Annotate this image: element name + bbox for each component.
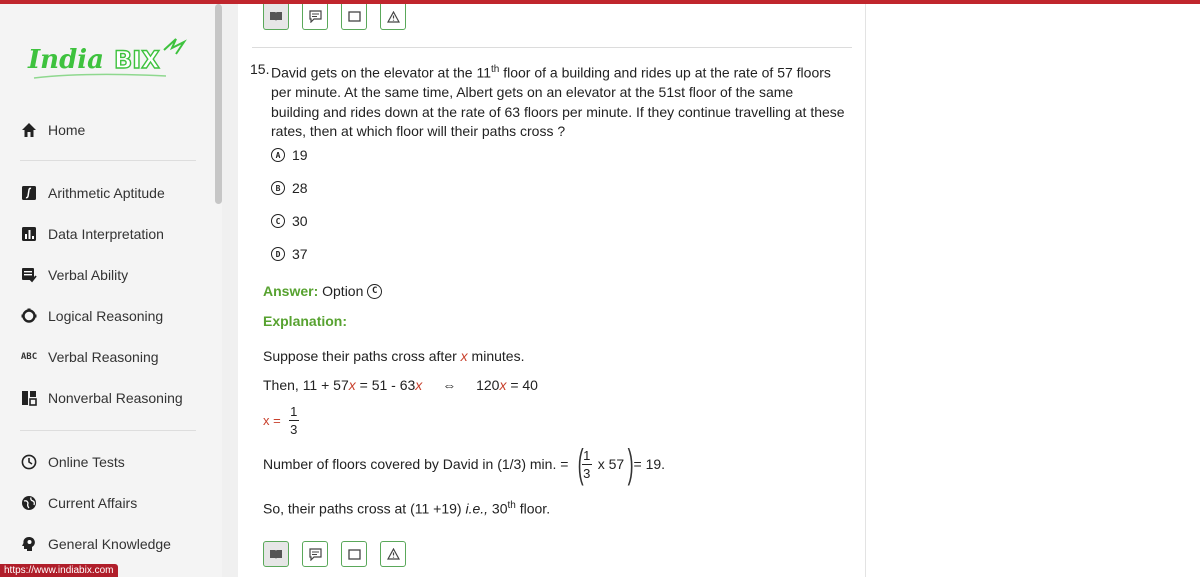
option-letter-badge: C <box>271 214 285 228</box>
clock-icon <box>20 453 38 471</box>
comment-icon <box>309 548 322 561</box>
right-column <box>865 4 1200 577</box>
content-gutter <box>222 4 238 577</box>
svg-text:BIX: BIX <box>114 46 160 74</box>
option-letter-badge: B <box>271 181 285 195</box>
discuss-button[interactable] <box>302 541 328 567</box>
workspace-button[interactable] <box>341 4 367 30</box>
explanation-line-2: Then, 11 + 57x = 51 - 63x ⇔ 120x = 40 <box>263 377 538 393</box>
sidebar-item-data-interpretation[interactable]: Data Interpretation <box>20 222 164 246</box>
question-number: 15. <box>250 61 270 77</box>
square-icon <box>348 11 361 22</box>
question-divider <box>252 47 852 48</box>
home-icon <box>20 121 38 139</box>
report-button[interactable] <box>380 541 406 567</box>
discuss-button[interactable] <box>302 4 328 30</box>
question-toolbar-top <box>263 4 406 30</box>
sidebar-item-verbal-ability[interactable]: Verbal Ability <box>20 263 128 287</box>
globe-icon <box>20 494 38 512</box>
sidebar-item-online-tests[interactable]: Online Tests <box>20 450 125 474</box>
sidebar-item-current-affairs[interactable]: Current Affairs <box>20 491 137 515</box>
sidebar-item-nonverbal-reasoning[interactable]: Nonverbal Reasoning <box>20 386 183 410</box>
view-answer-button[interactable] <box>263 541 289 567</box>
head-lightbulb-icon <box>20 535 38 553</box>
warning-icon <box>387 548 400 560</box>
bar-chart-icon <box>20 225 38 243</box>
book-icon <box>269 549 283 560</box>
fraction: $\frac{1}{3}$ <box>583 447 591 481</box>
indiabix-logo[interactable] <box>26 34 191 84</box>
nav-divider <box>20 430 196 431</box>
sidebar-item-general-knowledge[interactable]: General Knowledge <box>20 532 171 556</box>
integral-icon <box>20 184 38 202</box>
svg-text:India: India <box>28 45 104 75</box>
workspace-button[interactable] <box>341 541 367 567</box>
answer-letter-badge: C <box>367 284 382 299</box>
explanation-line-5: So, their paths cross at (11 +19) i.e., 30th floor. <box>263 500 551 517</box>
option-a[interactable]: A 19 <box>271 147 308 163</box>
explanation-heading: Explanation: <box>263 313 348 329</box>
option-b[interactable]: B 28 <box>271 180 308 196</box>
abc-icon: ABC <box>20 352 38 362</box>
fraction: $\frac{1}{3}$ <box>290 404 298 437</box>
warning-icon <box>387 11 400 23</box>
book-icon <box>269 11 283 22</box>
question-toolbar-bottom <box>263 541 406 567</box>
dashboard-icon <box>20 389 38 407</box>
nav-divider <box>20 160 196 161</box>
square-icon <box>348 549 361 560</box>
question-text: David gets on the elevator at the 11th floor of a building and rides up at the rate of 57 floors per minute. At the same time, Albert gets on an elevator at the 51st floor of the same building and rides down at the rate of 63 floors per minute. If they continue travelling at these rates, then at which floor will their paths cross ? <box>271 64 845 140</box>
sidebar-item-home[interactable]: Home <box>20 118 85 142</box>
text-check-icon <box>20 266 38 284</box>
explanation-line-3: x = $\frac{1}{3}$ <box>263 404 298 437</box>
option-letter-badge: A <box>271 148 285 162</box>
option-c[interactable]: C 30 <box>271 213 308 229</box>
status-bar-url: https://www.indiabix.com <box>0 564 118 577</box>
explanation-line-1: Suppose their paths cross after x minutes. <box>263 348 525 364</box>
sidebar-scrollbar[interactable] <box>215 4 222 204</box>
sidebar-item-arithmetic-aptitude[interactable]: Arithmetic Aptitude <box>20 181 165 205</box>
sidebar-item-verbal-reasoning[interactable]: ABC Verbal Reasoning <box>20 349 159 365</box>
sidebar-item-logical-reasoning[interactable]: Logical Reasoning <box>20 304 163 328</box>
explanation-line-4: Number of floors covered by David in (1/3) min. = ( $\frac{1}{3}$ x 57 ) = 19. <box>263 442 666 486</box>
puzzle-icon <box>20 307 38 325</box>
view-answer-button[interactable] <box>263 4 289 30</box>
answer-line: Answer: Option C <box>263 283 389 299</box>
option-letter-badge: D <box>271 247 285 261</box>
option-d[interactable]: D 37 <box>271 246 308 262</box>
comment-icon <box>309 10 322 23</box>
report-button[interactable] <box>380 4 406 30</box>
